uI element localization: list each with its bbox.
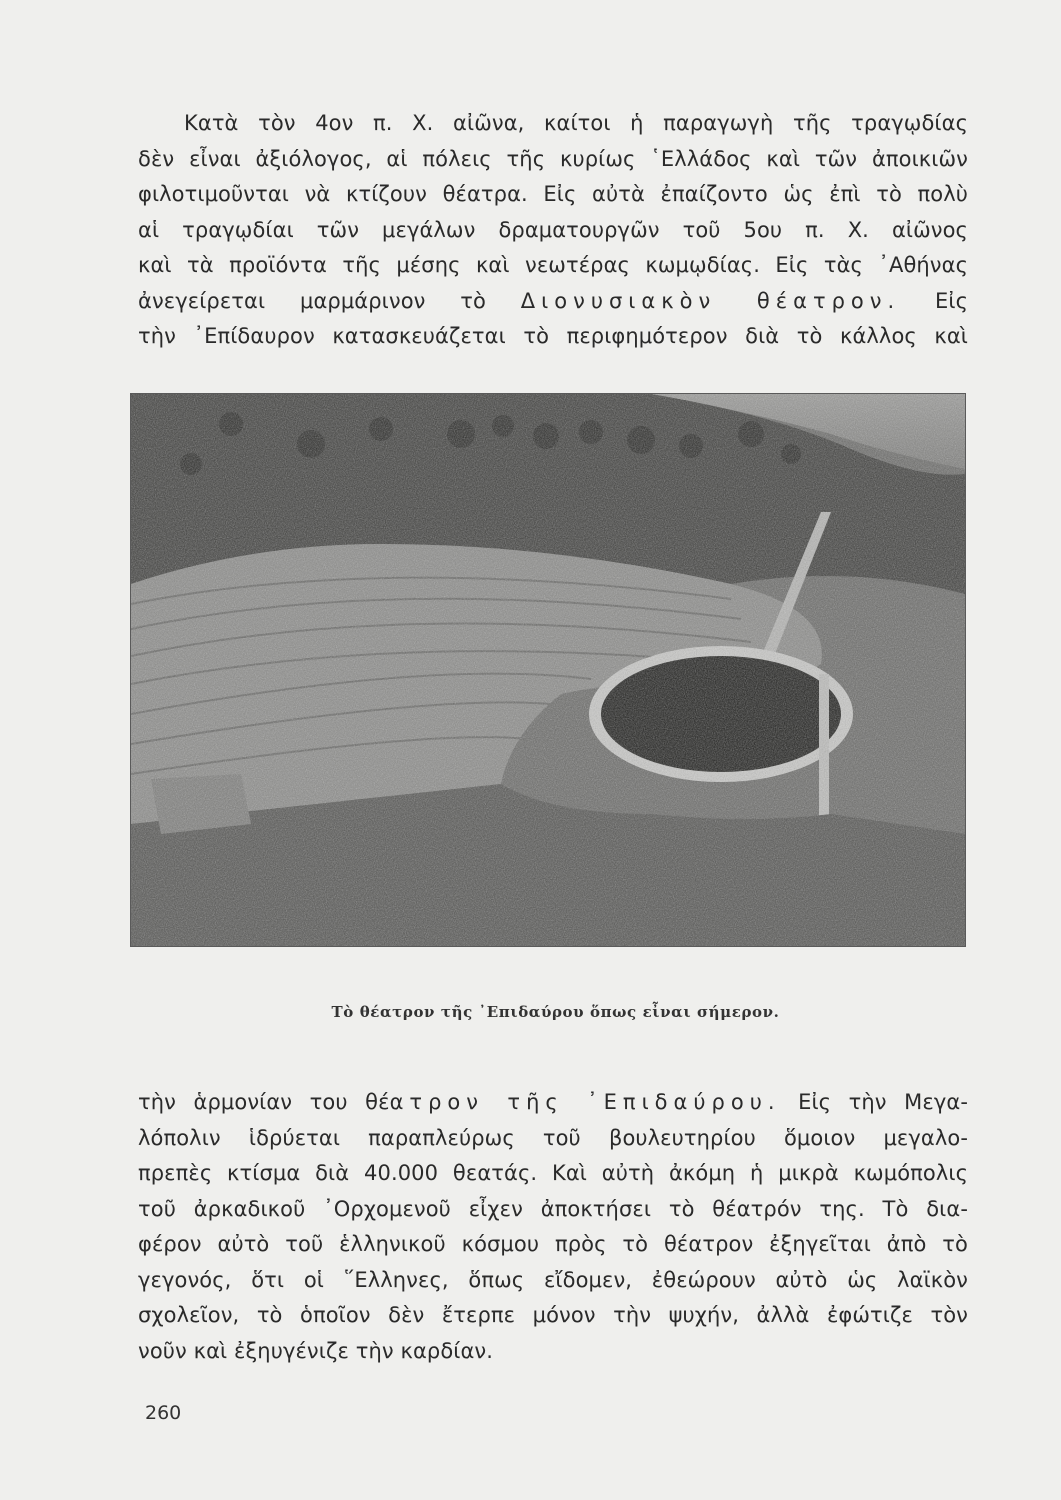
text-line: Κατὰ τὸν 4ον π. Χ. αἰῶνα, καίτοι ἡ παραγωγὴ τῆς τραγῳδίας — [184, 111, 968, 135]
text-line: νοῦν καὶ ἐξηυγένιζε τὴν καρδίαν. — [138, 1338, 494, 1363]
figure-caption: Τὸ θέατρον τῆς ᾿Επιδαύρου ὅπως εἶναι σήμερον. — [331, 1003, 780, 1021]
text-run: Εἰς — [935, 288, 969, 313]
text-line: τὴν ᾿Επίδαυρον κατασκευάζεται τὸ περιφημότερον διὰ τὸ κάλλος καὶ — [138, 324, 968, 348]
text-run: τὴν ἁρμονίαν του θέ — [138, 1090, 390, 1114]
text-line: φέρον αὐτὸ τοῦ ἑλληνικοῦ κόσμου πρὸς τὸ θέατρον ἐξηγεῖται ἀπὸ τὸ — [138, 1232, 968, 1256]
paragraph-2 — [138, 1085, 968, 1369]
text-line: πρεπὲς κτίσμα διὰ 40.000 θεατάς. Καὶ αὐτὴ ἀκόμη ἡ μικρὰ κωμόπολις — [138, 1161, 968, 1185]
text-line: δὲν εἶναι ἀξιόλογος, αἱ πόλεις τῆς κυρίως ῾Ελλάδος καὶ τῶν ἀποικιῶν — [138, 146, 968, 171]
text-line: τοῦ ἀρκαδικοῦ ᾿Ορχομενοῦ εἶχεν ἀποκτήσει τὸ θέατρόν της. Τὸ δια- — [138, 1196, 968, 1221]
text-line: φιλοτιμοῦνται νὰ κτίζουν θέατρα. Εἰς αὐτὰ ἐπαίζοντο ὡς ἐπὶ τὸ πολὺ — [138, 182, 968, 206]
text-line: σχολεῖον, τὸ ὁποῖον δὲν ἔτερπε μόνον τὴν ψυχήν, ἀλλὰ ἐφώτιζε τὸν — [138, 1303, 968, 1327]
text-line: λόπολιν ἱδρύεται παραπλεύρως τοῦ βουλευτηρίου ὅμοιον μεγαλο- — [138, 1125, 968, 1150]
text-run: ἀνεγείρεται μαρμάρινον τὸ — [138, 288, 486, 313]
theatre-photo — [130, 393, 966, 947]
paragraph-1 — [138, 106, 968, 355]
text-line — [138, 284, 968, 320]
spaced-emphasis: Διονυσιακὸν θέατρον. — [520, 288, 901, 313]
text-line: καὶ τὰ προϊόντα τῆς μέσης καὶ νεωτέρας κωμῳδίας. Εἰς τὰς ᾿Αθήνας — [138, 253, 968, 277]
text-line — [138, 1085, 968, 1121]
spaced-emphasis: ατρον τῆς ᾿Επιδαύρου. — [389, 1090, 781, 1114]
page-number: 260 — [145, 1402, 182, 1424]
text-line: γεγονός, ὅτι οἱ ῞Ελληνες, ὅπως εἴδομεν, ἐθεώρουν αὐτὸ ὡς λαϊκὸν — [138, 1267, 968, 1292]
text-run: Εἰς τὴν Μεγα- — [798, 1090, 968, 1114]
text-line: αἱ τραγῳδίαι τῶν μεγάλων δραματουργῶν τοῦ 5ου π. Χ. αἰῶνος — [138, 217, 968, 242]
